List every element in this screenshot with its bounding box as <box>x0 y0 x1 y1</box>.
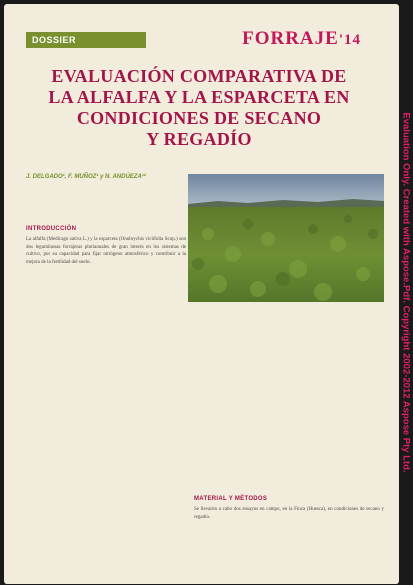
field-photo-image <box>188 174 384 302</box>
title-line: CONDICIONES DE SECANO <box>76 108 322 128</box>
article-title <box>24 66 374 150</box>
magazine-name-text: FORRAJE <box>242 28 339 49</box>
title-line: EVALUACIÓN COMPARATIVA DE <box>51 66 347 86</box>
evaluation-watermark <box>399 0 413 585</box>
intro-column <box>26 236 186 566</box>
field-photo <box>188 174 384 302</box>
intro-heading: INTRODUCCIÓN <box>26 226 77 232</box>
materials-heading: MATERIAL Y MÉTODOS <box>194 496 268 502</box>
materials-column <box>194 506 384 576</box>
magazine-title <box>242 28 361 50</box>
watermark-text: Evaluation Only. Created with Aspose.Pdf. Copyright 2002-2012 Aspose Pty Ltd. <box>400 112 412 473</box>
intro-text: La alfalfa (Medicago sativa L.) y la esparceta (Onobrychis viciifolia Scop.) son dos leguminosas forrajeras plurianuales de gran interés en los sistemas de cultivo, por su capacidad para fijar nitrógeno atmosférico y contribuir a la mejora de la fertilidad del suelo. <box>26 237 186 265</box>
title-line: Y REGADÍO <box>146 129 252 149</box>
article-authors: J. DELGADO¹, F. MUÑOZ¹ y N. ANDÚEZA¹² <box>26 174 146 180</box>
magazine-year: '14 <box>338 32 361 48</box>
materials-text: Se llevaron a cabo dos ensayos en campo, en la Finca (Huesca), en condiciones de secano y regadío. <box>194 507 384 520</box>
dossier-tab <box>26 32 146 48</box>
magazine-page <box>4 4 399 584</box>
right-column-top <box>194 306 384 491</box>
section-label: DOSSIER <box>32 35 77 45</box>
page-header <box>4 4 399 56</box>
title-line: LA ALFALFA Y LA ESPARCETA EN <box>48 87 350 107</box>
